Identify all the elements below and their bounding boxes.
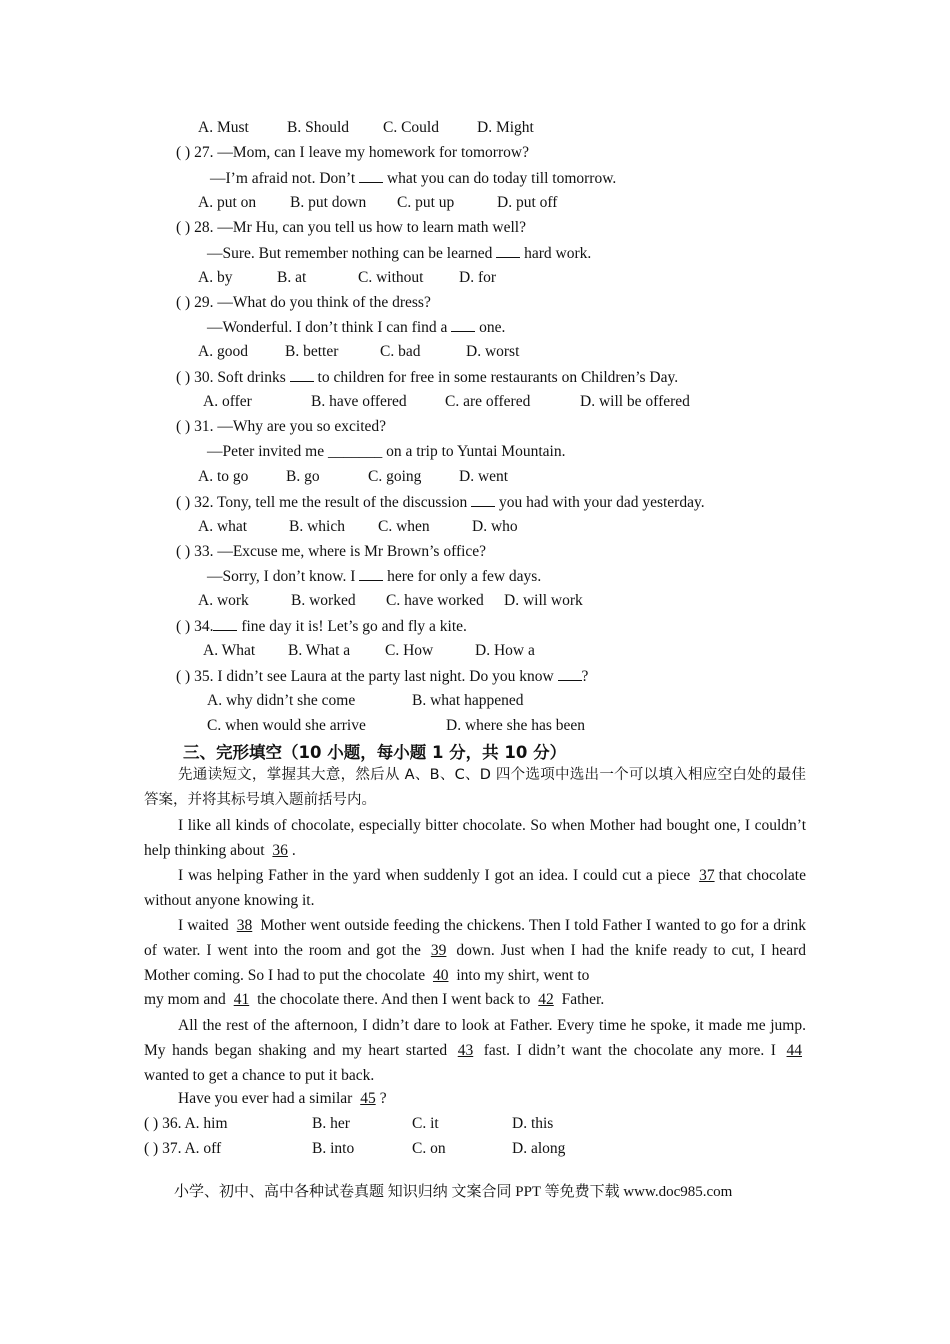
q27-option-d: D. put off (497, 194, 558, 211)
q29-option-c: C. bad (380, 343, 421, 360)
q33-stem: ( ) 33. —Excuse me, where is Mr Brown’s office? (176, 543, 487, 560)
q30-option-d: D. will be offered (580, 393, 690, 410)
answer-blank (451, 317, 475, 332)
q28-option-b: B. at (277, 269, 307, 286)
q32-option-a: A. what (198, 518, 248, 535)
q33-option-a: A. work (198, 592, 249, 609)
q29-option-b: B. better (285, 343, 339, 360)
answer-blank (558, 666, 582, 681)
passage-paragraph-3-cont: my mom and 41 the chocolate there. And then I went back to 42 Father. (144, 991, 605, 1008)
section-instruction: 先通读短文，掌握其大意，然后从 A、B、C、D 四个选项中选出一个可以填入相应空白处的最佳答案，并将其标号填入题前括号内。 (144, 767, 806, 808)
blank-number: 42 (538, 991, 554, 1008)
q33-option-b: B. worked (291, 592, 356, 609)
blank-number: 39 (430, 942, 447, 959)
q37-option-b: B. into (312, 1140, 355, 1157)
section-heading: 三、完形填空（10 小题，每小题 1 分，共 10 分） (183, 743, 567, 762)
q33-option-d: D. will work (504, 592, 583, 609)
answer-blank (290, 367, 314, 382)
q31-option-b: B. go (286, 468, 320, 485)
q35-option-b: B. what happened (412, 692, 524, 709)
q30-option-c: C. are offered (445, 393, 531, 410)
q31-reply: —Peter invited me _______ on a trip to Yuntai Mountain. (207, 443, 566, 460)
q31-option-d: D. went (459, 468, 509, 485)
blank-number: 38 (236, 917, 253, 934)
page-footer: 小学、初中、高中各种试卷真题 知识归纳 文案合同 PPT 等免费下载 www.doc985.com (174, 1184, 733, 1200)
blank-number: 40 (432, 967, 449, 984)
q35-option-a: A. why didn’t she come (207, 692, 356, 709)
q28-reply: —Sure. But remember nothing can be learned hard work. (207, 245, 592, 262)
q27-option-c: C. put up (397, 194, 455, 211)
q26-option-c: C. Could (383, 119, 439, 136)
passage-paragraph-1: I like all kinds of chocolate, especially bitter chocolate. So when Mother had bought one, I couldn’t help thinking about 36 . (144, 817, 806, 859)
q36-option-b: B. her (312, 1115, 350, 1132)
blank-number: 45 (360, 1090, 376, 1107)
q32-option-d: D. who (472, 518, 518, 535)
q26-option-d: D. Might (477, 119, 534, 136)
q28-option-d: D. for (459, 269, 497, 286)
q35-option-c: C. when would she arrive (207, 717, 366, 734)
blank-number: 44 (786, 1042, 803, 1059)
q34-option-d: D. How a (475, 642, 535, 659)
q27-option-a: A. put on (198, 194, 257, 211)
q28-option-c: C. without (358, 269, 424, 286)
answer-blank (496, 243, 520, 258)
answer-blank (359, 168, 383, 183)
q34-option-b: B. What a (288, 642, 351, 659)
q35-option-d: D. where she has been (446, 717, 586, 734)
q31-option-c: C. going (368, 468, 422, 485)
q37-option-c: C. on (412, 1140, 446, 1157)
q28-option-a: A. by (198, 269, 233, 286)
q35-stem: ( ) 35. I didn’t see Laura at the party last night. Do you know ? (176, 668, 589, 685)
q34-option-a: A. What (203, 642, 256, 659)
answer-blank (359, 566, 383, 581)
q26-option-b: B. Should (287, 119, 350, 136)
q32-stem: ( ) 32. Tony, tell me the result of the discussion you had with your dad yesterday. (176, 494, 705, 511)
passage-paragraph-4: All the rest of the afternoon, I didn’t dare to look at Father. Every time he spoke, it made me jump. My hands began shaking and my heart started 43 fast. I didn’t want the chocolate any more. I 44 wanted to get a chance to put it back. (144, 1017, 806, 1084)
q30-option-b: B. have offered (311, 393, 407, 410)
q36-option-c: C. it (412, 1115, 439, 1132)
q36-option-d: D. this (512, 1115, 554, 1132)
q33-reply: —Sorry, I don’t know. I here for only a few days. (207, 568, 542, 585)
q29-reply: —Wonderful. I don’t think I can find a one. (207, 319, 506, 336)
passage-paragraph-3: I waited 38 Mother went outside feeding the chickens. Then I told Father I wanted to go for a drink of water. I went into the room and got the 39 down. Just when I had the knife ready to cut, I heard Mother coming. So I had to put the chocolate 40 into my shirt, went to (144, 917, 806, 984)
q26-option-a: A. Must (198, 119, 249, 136)
answer-blank (471, 492, 495, 507)
q27-stem: ( ) 27. —Mom, can I leave my homework for tomorrow? (176, 144, 529, 161)
q29-option-a: A. good (198, 343, 248, 360)
q27-reply: —I’m afraid not. Don’t what you can do today till tomorrow. (210, 170, 617, 187)
q31-option-a: A. to go (198, 468, 249, 485)
q33-option-c: C. have worked (386, 592, 484, 609)
q32-option-c: C. when (378, 518, 430, 535)
q36-option-a: ( ) 36. A. him (144, 1115, 228, 1132)
blank-number: 41 (233, 991, 250, 1008)
passage-paragraph-2: I was helping Father in the yard when suddenly I got an idea. I could cut a piece 37 that chocolate without anyone knowing it. (144, 867, 806, 909)
q34-option-c: C. How (385, 642, 434, 659)
q31-stem: ( ) 31. —Why are you so excited? (176, 418, 387, 435)
q27-option-b: B. put down (290, 194, 367, 211)
q34-stem: ( ) 34. fine day it is! Let’s go and fly a kite. (176, 618, 467, 635)
blank-number: 37 (699, 867, 715, 884)
q30-option-a: A. offer (203, 393, 252, 410)
q37-option-a: ( ) 37. A. off (144, 1140, 222, 1157)
q28-stem: ( ) 28. —Mr Hu, can you tell us how to learn math well? (176, 219, 526, 236)
passage-paragraph-5: Have you ever had a similar 45 ? (178, 1090, 387, 1107)
blank-number: 43 (457, 1042, 474, 1059)
q32-option-b: B. which (289, 518, 345, 535)
answer-blank (213, 616, 237, 631)
q37-option-d: D. along (512, 1140, 566, 1157)
q30-stem: ( ) 30. Soft drinks to children for free in some restaurants on Children’s Day. (176, 369, 679, 386)
q29-option-d: D. worst (466, 343, 520, 360)
q29-stem: ( ) 29. —What do you think of the dress? (176, 294, 431, 311)
blank-number: 36 (272, 842, 288, 859)
